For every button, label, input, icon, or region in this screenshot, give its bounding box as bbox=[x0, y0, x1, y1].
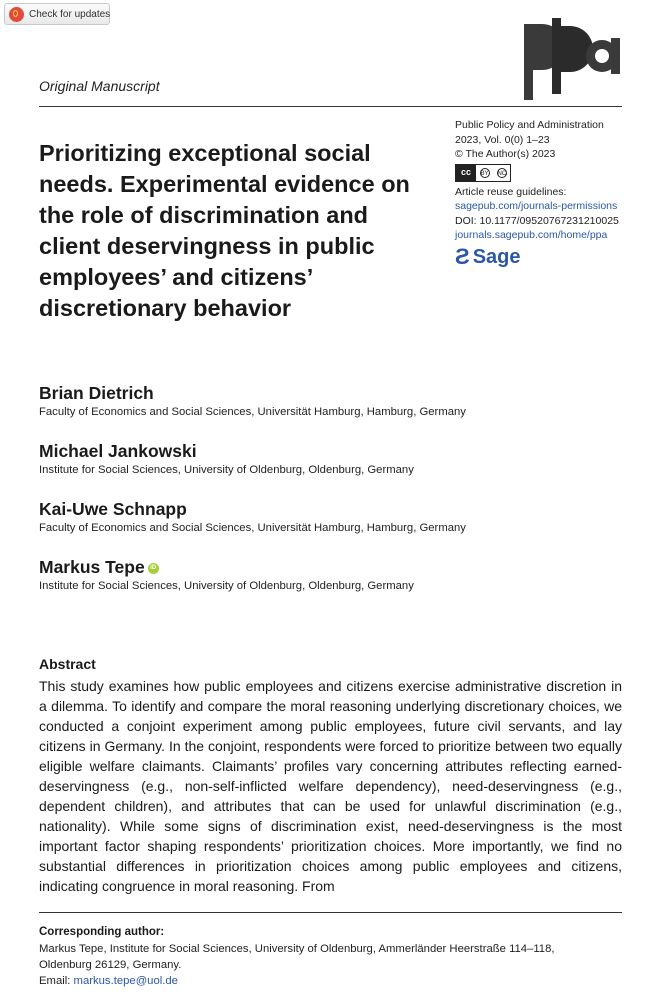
email-label: Email: bbox=[39, 975, 74, 987]
permissions-link[interactable]: sagepub.com/journals-permissions bbox=[455, 200, 618, 212]
doi: DOI: 10.1177/09520767231210025 bbox=[455, 214, 619, 227]
corresponding-address-line: Markus Tepe, Institute for Social Sciences, University of Oldenburg, Ammerländer Heerstraße 114–118, bbox=[39, 943, 555, 955]
reuse-label: Article reuse guidelines: bbox=[455, 185, 567, 198]
author-affiliation: Institute for Social Sciences, University of Oldenburg, Oldenburg, Germany bbox=[39, 464, 414, 476]
volume-info: 2023, Vol. 0(0) 1–23 bbox=[455, 133, 550, 146]
check-for-updates-label: Check for updates bbox=[29, 8, 111, 20]
author-name: Kai-Uwe Schnapp bbox=[39, 499, 187, 519]
publisher-logo bbox=[455, 243, 635, 269]
abstract-body: This study examines how public employees and citizens exercise administrative discretion in a dilemma. To identify and compare the moral reasoning underlying discretionary choices, we conducted a conjoint experiment among public employees, future civil servants, and lay citizens in Germany. In the conjoint, respondents were forced to prioritize between two equally eligible welfare claimants. Claimants’ profiles vary concerning attributes reflecting earned-deservingness (e.g., non-self-inflicted welfare dependency), need-deservingness (e.g., dependent children), and attributes that can be used for unlawful discrimination (e.g., nationality). While some signs of discrimination exist, need-deservingness is the most important factor shaping respondents’ prioritization choices. More importantly, we find no substantial differences in prioritization choices among public employees and citizens, indicating congruence in moral reasoning. From bbox=[39, 678, 622, 894]
publisher-name: Sage bbox=[472, 245, 521, 268]
author-affiliation: Faculty of Economics and Social Sciences, Universität Hamburg, Hamburg, Germany bbox=[39, 406, 466, 418]
corresponding-author-details bbox=[39, 941, 629, 989]
copyright: © The Author(s) 2023 bbox=[455, 148, 556, 160]
footer-divider bbox=[39, 912, 622, 913]
author-name-with-orcid bbox=[39, 557, 159, 578]
author-name: Markus Tepe bbox=[39, 557, 145, 577]
article-title: Prioritizing exceptional social needs. Experimental evidence on the role of discrimination and client deservingness in public employees’ and citizens’ discretionary behavior bbox=[39, 140, 410, 321]
update-icon bbox=[9, 7, 24, 22]
email-link[interactable]: markus.tepe@uol.de bbox=[73, 975, 178, 987]
abstract-heading: Abstract bbox=[39, 656, 96, 672]
article-metadata bbox=[455, 118, 635, 268]
cc-license-badge[interactable] bbox=[455, 164, 511, 182]
sage-s-icon: Ƨ bbox=[455, 243, 470, 269]
cc-by-icon: BY bbox=[480, 168, 490, 178]
author-affiliation: Institute for Social Sciences, University of Oldenburg, Oldenburg, Germany bbox=[39, 580, 414, 592]
author-name: Brian Dietrich bbox=[39, 383, 154, 403]
author-affiliation: Faculty of Economics and Social Sciences, Universität Hamburg, Hamburg, Germany bbox=[39, 522, 466, 534]
journal-logo bbox=[524, 18, 624, 100]
author-name: Michael Jankowski bbox=[39, 441, 197, 461]
corresponding-email-line bbox=[39, 973, 629, 989]
journal-name: Public Policy and Administration bbox=[455, 119, 604, 131]
cc-nc-icon: NC bbox=[497, 168, 507, 178]
journal-home-link[interactable]: journals.sagepub.com/home/ppa bbox=[455, 229, 608, 241]
cc-icon: cc bbox=[456, 165, 476, 181]
check-for-updates-button[interactable] bbox=[4, 3, 110, 25]
header-divider bbox=[39, 106, 622, 107]
corresponding-address-line: Oldenburg 26129, Germany. bbox=[39, 959, 182, 971]
orcid-icon[interactable]: iD bbox=[148, 563, 159, 574]
article-type: Original Manuscript bbox=[39, 78, 160, 94]
corresponding-author-heading: Corresponding author: bbox=[39, 926, 165, 938]
